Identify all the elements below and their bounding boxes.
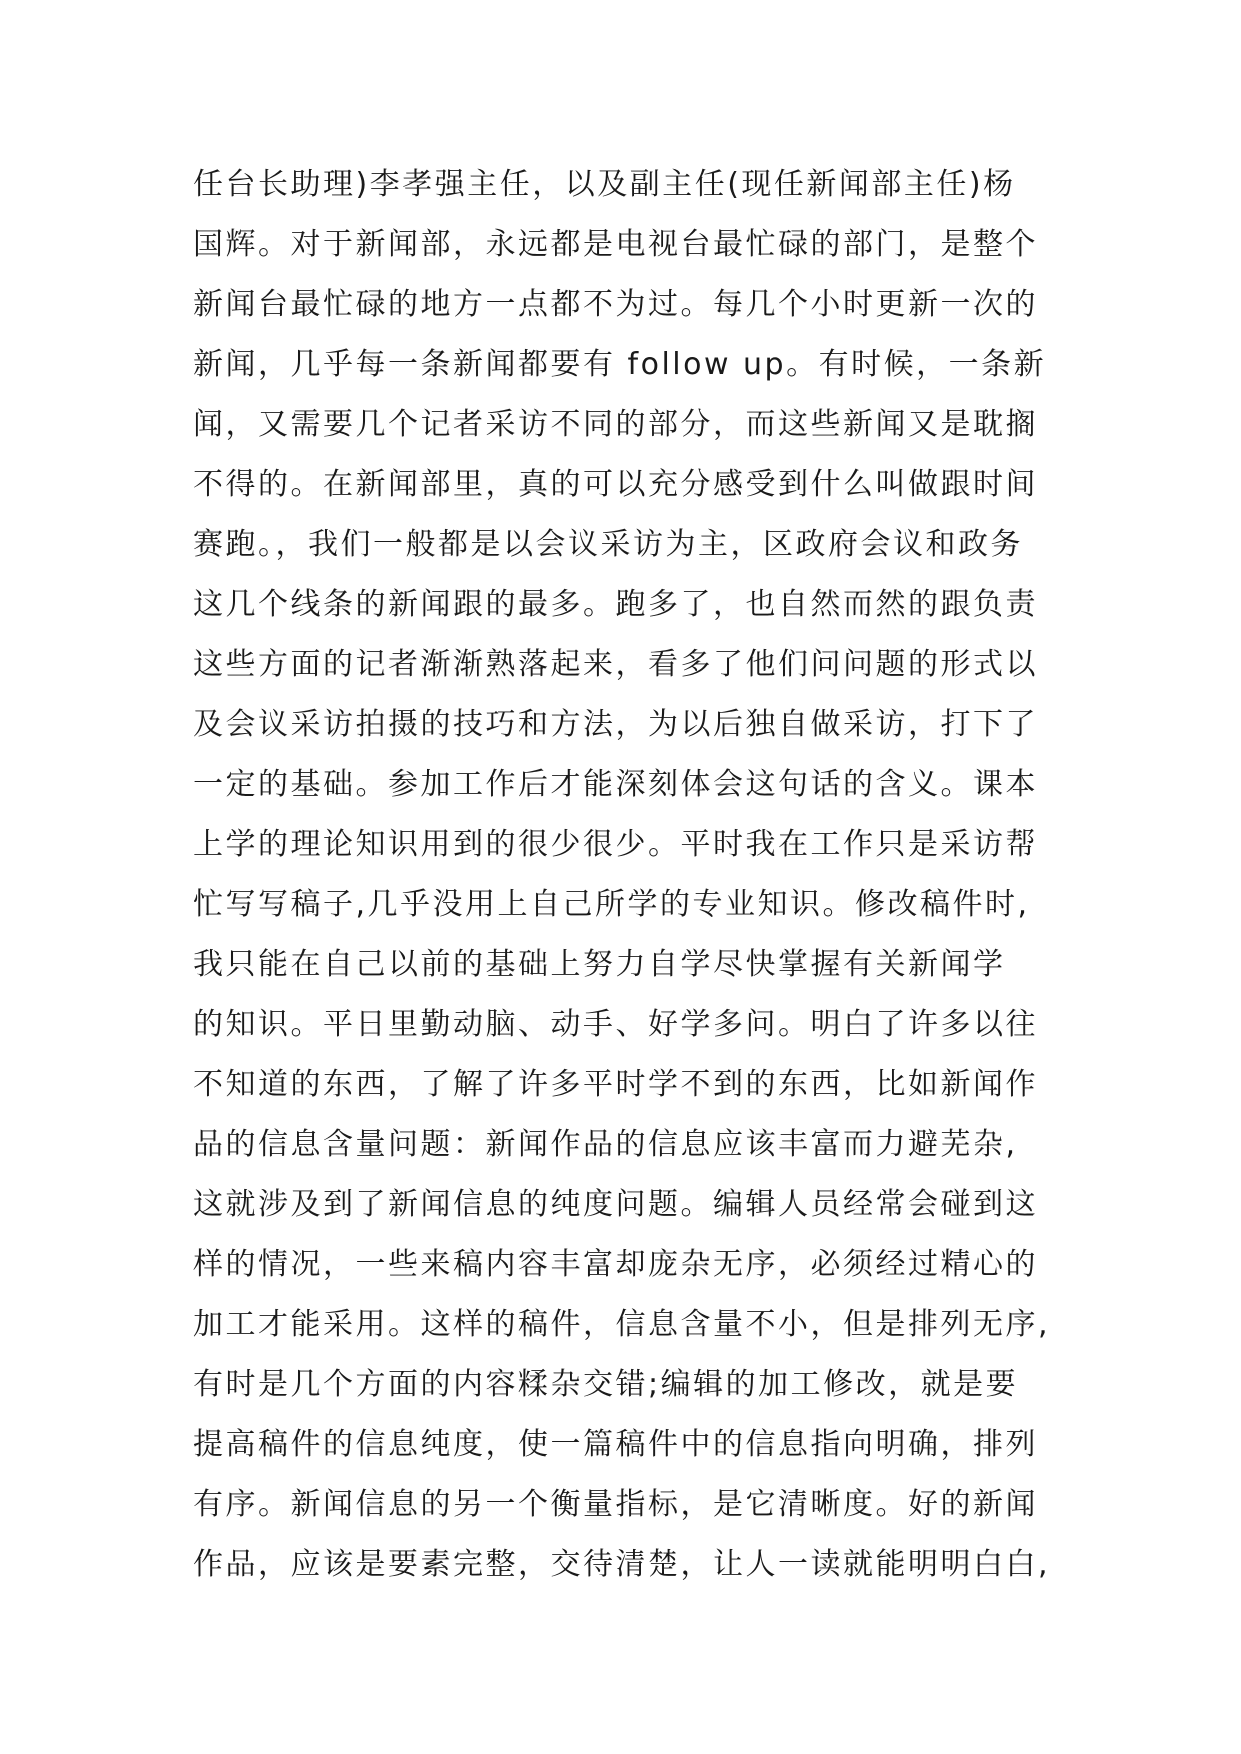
text-line: 这些方面的记者渐渐熟落起来，看多了他们问问题的形式以 [193, 647, 1038, 682]
text-line: 加工才能采用。这样的稿件，信息含量不小，但是排列无序, [193, 1307, 1051, 1342]
text-line: 不知道的东西，了解了许多平时学不到的东西，比如新闻作 [193, 1067, 1038, 1102]
text-line: 忙写写稿子,几乎没用上自己所学的专业知识。修改稿件时, [193, 887, 1030, 922]
text-line: 提高稿件的信息纯度，使一篇稿件中的信息指向明确，排列 [193, 1427, 1038, 1462]
text-line: 一定的基础。参加工作后才能深刻体会这句话的含义。课本 [193, 767, 1038, 802]
text-line: 任台长助理)李孝强主任，以及副主任(现任新闻部主任)杨 [193, 167, 1016, 202]
text-line: 这就涉及到了新闻信息的纯度问题。编辑人员经常会碰到这 [193, 1187, 1038, 1222]
text-line: 有序。新闻信息的另一个衡量指标，是它清晰度。好的新闻 [193, 1487, 1038, 1522]
text-line: 不得的。在新闻部里，真的可以充分感受到什么叫做跟时间 [193, 467, 1038, 502]
text-line: 赛跑。，我们一般都是以会议采访为主，区政府会议和政务 [193, 527, 1023, 562]
text-line: 有时是几个方面的内容糅杂交错;编辑的加工修改，就是要 [193, 1367, 1019, 1402]
text-line: 闻，又需要几个记者采访不同的部分，而这些新闻又是耽搁 [193, 407, 1038, 442]
text-line: 品的信息含量问题：新闻作品的信息应该丰富而力避芜杂, [193, 1127, 1018, 1162]
text-line: 上学的理论知识用到的很少很少。平时我在工作只是采访帮 [193, 827, 1038, 862]
text-line: 新闻，几乎每一条新闻都要有 follow up。有时候，一条新 [193, 347, 1047, 382]
text-line: 新闻台最忙碌的地方一点都不为过。每几个小时更新一次的 [193, 287, 1038, 322]
text-line: 及会议采访拍摄的技巧和方法，为以后独自做采访，打下了 [193, 707, 1038, 742]
text-line: 国辉。对于新闻部，永远都是电视台最忙碌的部门，是整个 [193, 227, 1038, 262]
body-text [193, 155, 1073, 1595]
text-line: 这几个线条的新闻跟的最多。跑多了，也自然而然的跟负责 [193, 587, 1038, 622]
text-line: 样的情况，一些来稿内容丰富却庞杂无序，必须经过精心的 [193, 1247, 1038, 1282]
text-line: 的知识。平日里勤动脑、动手、好学多问。明白了许多以往 [193, 1007, 1038, 1042]
text-line: 我只能在自己以前的基础上努力自学尽快掌握有关新闻学 [193, 947, 1006, 982]
text-line: 作品，应该是要素完整，交待清楚，让人一读就能明明白白, [193, 1547, 1051, 1582]
